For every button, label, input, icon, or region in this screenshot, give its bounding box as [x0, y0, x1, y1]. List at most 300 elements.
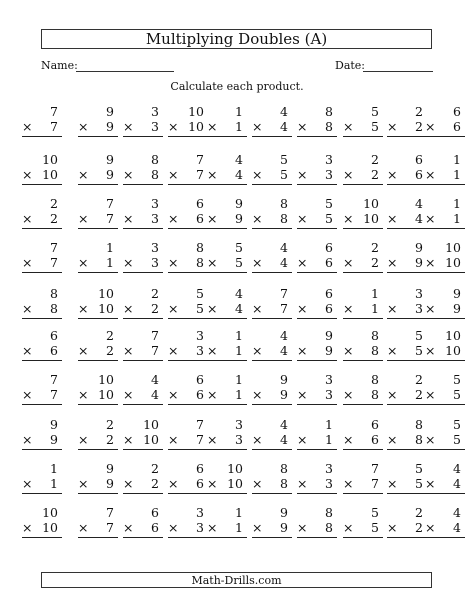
multiply-sign: × [78, 432, 89, 447]
multiply-sign: × [297, 432, 308, 447]
problem-multiplicand: 8 [325, 104, 333, 119]
answer-line [343, 184, 383, 185]
problem [343, 241, 383, 277]
problem-multiplicand: 2 [106, 328, 114, 343]
problem [297, 105, 337, 141]
problem-multiplier: 8 [280, 211, 288, 226]
problem-multiplier: 5 [371, 520, 379, 535]
answer-line [22, 537, 62, 538]
answer-line [123, 272, 163, 273]
answer-line [252, 272, 292, 273]
problem-multiplicand: 1 [106, 240, 114, 255]
problem-multiplier: 10 [42, 167, 58, 182]
answer-line [297, 136, 337, 137]
problem [123, 197, 163, 233]
multiply-sign: × [297, 167, 308, 182]
problem-multiplicand: 10 [227, 461, 243, 476]
problem-multiplicand: 3 [196, 328, 204, 343]
problem-multiplicand: 5 [415, 461, 423, 476]
problem-multiplier: 2 [151, 476, 159, 491]
answer-line [343, 404, 383, 405]
multiply-sign: × [22, 255, 33, 270]
multiply-sign: × [387, 476, 398, 491]
answer-line [123, 493, 163, 494]
problem-multiplicand: 8 [151, 152, 159, 167]
problem [123, 506, 163, 542]
problem-multiplicand: 7 [196, 152, 204, 167]
problem [387, 287, 427, 323]
multiply-sign: × [252, 343, 263, 358]
problem-multiplier: 8 [196, 255, 204, 270]
problem-multiplier: 8 [325, 119, 333, 134]
problem [297, 373, 337, 409]
problem-multiplicand: 4 [415, 196, 423, 211]
problem-multiplier: 4 [280, 432, 288, 447]
problem [425, 241, 465, 277]
problem [78, 506, 118, 542]
answer-line [387, 537, 427, 538]
problem-multiplicand: 6 [196, 196, 204, 211]
problem-multiplier: 7 [106, 211, 114, 226]
problem [123, 153, 163, 189]
problem [297, 153, 337, 189]
problem-multiplier: 4 [235, 301, 243, 316]
answer-line [22, 318, 62, 319]
answer-line [168, 404, 208, 405]
problem [343, 506, 383, 542]
problem-multiplier: 1 [371, 301, 379, 316]
problem-multiplicand: 6 [325, 286, 333, 301]
answer-line [297, 404, 337, 405]
answer-line [168, 318, 208, 319]
problem [425, 197, 465, 233]
problem [425, 462, 465, 498]
problem-multiplicand: 4 [235, 152, 243, 167]
problem [207, 506, 247, 542]
answer-line [297, 228, 337, 229]
answer-line [168, 537, 208, 538]
problem [387, 197, 427, 233]
problem-multiplier: 4 [415, 211, 423, 226]
problem [168, 418, 208, 454]
problem-multiplier: 5 [415, 476, 423, 491]
problem-multiplicand: 3 [325, 372, 333, 387]
problem-multiplicand: 6 [415, 152, 423, 167]
problem-multiplicand: 5 [371, 104, 379, 119]
problem-multiplicand: 8 [371, 328, 379, 343]
problem-multiplier: 1 [453, 211, 461, 226]
multiply-sign: × [123, 211, 134, 226]
problem [123, 105, 163, 141]
answer-line [252, 228, 292, 229]
problem [168, 373, 208, 409]
multiply-sign: × [343, 167, 354, 182]
problem-multiplier: 9 [280, 520, 288, 535]
problem-multiplier: 4 [280, 343, 288, 358]
answer-line [425, 493, 465, 494]
multiply-sign: × [22, 476, 33, 491]
problem-multiplicand: 7 [106, 505, 114, 520]
multiply-sign: × [123, 255, 134, 270]
multiply-sign: × [168, 255, 179, 270]
problem-multiplicand: 4 [453, 461, 461, 476]
problem [252, 197, 292, 233]
problem-multiplicand: 10 [188, 104, 204, 119]
answer-line [425, 184, 465, 185]
problem-multiplier: 3 [196, 520, 204, 535]
multiply-sign: × [123, 343, 134, 358]
problem-multiplier: 6 [415, 167, 423, 182]
problem-multiplicand: 1 [371, 286, 379, 301]
problem-multiplier: 10 [227, 476, 243, 491]
answer-line [425, 272, 465, 273]
answer-line [207, 537, 247, 538]
problem-multiplier: 10 [98, 301, 114, 316]
multiply-sign: × [297, 301, 308, 316]
problem [168, 287, 208, 323]
problem [387, 241, 427, 277]
multiply-sign: × [387, 167, 398, 182]
problem [297, 329, 337, 365]
multiply-sign: × [123, 301, 134, 316]
problem-multiplicand: 1 [453, 152, 461, 167]
problem-multiplicand: 1 [325, 417, 333, 432]
problem-multiplicand: 5 [235, 240, 243, 255]
answer-line [425, 318, 465, 319]
problem-multiplier: 2 [106, 343, 114, 358]
problem-multiplier: 2 [50, 211, 58, 226]
answer-line [207, 449, 247, 450]
answer-line [78, 136, 118, 137]
problem [123, 418, 163, 454]
problem [207, 105, 247, 141]
problem [387, 462, 427, 498]
answer-line [123, 136, 163, 137]
answer-line [297, 184, 337, 185]
multiply-sign: × [343, 476, 354, 491]
multiply-sign: × [425, 432, 436, 447]
problem-multiplier: 5 [453, 432, 461, 447]
problem-multiplicand: 10 [98, 286, 114, 301]
answer-line [343, 537, 383, 538]
problem-multiplier: 6 [196, 476, 204, 491]
answer-line [343, 449, 383, 450]
problem [425, 506, 465, 542]
problem-multiplier: 3 [151, 255, 159, 270]
answer-line [168, 136, 208, 137]
answer-line [387, 228, 427, 229]
problem-multiplier: 1 [235, 387, 243, 402]
multiply-sign: × [207, 476, 218, 491]
multiply-sign: × [343, 301, 354, 316]
multiply-sign: × [78, 211, 89, 226]
answer-line [123, 228, 163, 229]
problem-multiplier: 9 [106, 167, 114, 182]
answer-line [387, 404, 427, 405]
answer-line [22, 449, 62, 450]
problem [252, 329, 292, 365]
answer-line [252, 136, 292, 137]
problem [297, 197, 337, 233]
answer-line [207, 493, 247, 494]
problem-multiplicand: 5 [280, 152, 288, 167]
instructions: Calculate each product. [170, 80, 304, 93]
answer-line [207, 360, 247, 361]
answer-line [297, 272, 337, 273]
problem [343, 329, 383, 365]
problem-multiplier: 5 [280, 167, 288, 182]
answer-line [22, 493, 62, 494]
problem [123, 373, 163, 409]
problem-multiplicand: 2 [415, 505, 423, 520]
multiply-sign: × [297, 476, 308, 491]
problem-multiplier: 2 [151, 301, 159, 316]
problem-multiplier: 6 [453, 119, 461, 134]
multiply-sign: × [168, 432, 179, 447]
problem [168, 197, 208, 233]
problem-multiplier: 10 [143, 432, 159, 447]
problem-multiplier: 9 [106, 119, 114, 134]
problem-multiplier: 3 [415, 301, 423, 316]
problem-multiplier: 4 [453, 520, 461, 535]
answer-line [297, 537, 337, 538]
answer-line [207, 228, 247, 229]
multiply-sign: × [78, 520, 89, 535]
problem [78, 197, 118, 233]
problem [387, 373, 427, 409]
multiply-sign: × [207, 387, 218, 402]
problem-multiplier: 8 [415, 432, 423, 447]
problem-multiplicand: 7 [50, 372, 58, 387]
problem-multiplier: 9 [325, 343, 333, 358]
multiply-sign: × [297, 343, 308, 358]
problem-multiplier: 4 [235, 167, 243, 182]
answer-line [343, 493, 383, 494]
answer-line [387, 360, 427, 361]
problem-multiplicand: 8 [371, 372, 379, 387]
answer-line [78, 360, 118, 361]
problem [207, 373, 247, 409]
answer-line [168, 360, 208, 361]
problem-multiplicand: 2 [50, 196, 58, 211]
answer-line [425, 360, 465, 361]
problem-multiplicand: 4 [280, 240, 288, 255]
problem [78, 418, 118, 454]
problem-multiplier: 6 [196, 387, 204, 402]
problem-multiplicand: 3 [235, 417, 243, 432]
multiply-sign: × [78, 387, 89, 402]
multiply-sign: × [343, 520, 354, 535]
problem [252, 373, 292, 409]
problem-multiplier: 8 [151, 167, 159, 182]
multiply-sign: × [425, 167, 436, 182]
problem-multiplicand: 2 [415, 372, 423, 387]
answer-line [207, 184, 247, 185]
multiply-sign: × [297, 119, 308, 134]
problem-multiplicand: 9 [106, 461, 114, 476]
answer-line [252, 449, 292, 450]
problem [78, 241, 118, 277]
problem-multiplicand: 9 [106, 152, 114, 167]
multiply-sign: × [207, 167, 218, 182]
answer-line [123, 404, 163, 405]
answer-line [425, 228, 465, 229]
multiply-sign: × [343, 432, 354, 447]
problem-multiplier: 2 [371, 255, 379, 270]
multiply-sign: × [22, 343, 33, 358]
problem-multiplicand: 1 [50, 461, 58, 476]
problem [168, 329, 208, 365]
multiply-sign: × [123, 167, 134, 182]
problem-multiplier: 6 [371, 432, 379, 447]
problem-multiplicand: 7 [106, 196, 114, 211]
multiply-sign: × [387, 387, 398, 402]
answer-line [252, 360, 292, 361]
problem-multiplicand: 2 [151, 286, 159, 301]
problem-multiplier: 7 [196, 167, 204, 182]
problem-multiplicand: 10 [445, 240, 461, 255]
problem-multiplier: 7 [50, 387, 58, 402]
multiply-sign: × [168, 211, 179, 226]
problem-multiplier: 9 [50, 432, 58, 447]
answer-line [297, 449, 337, 450]
problem [252, 418, 292, 454]
answer-line [343, 136, 383, 137]
answer-line [297, 493, 337, 494]
problem-multiplicand: 6 [371, 417, 379, 432]
problem [387, 153, 427, 189]
problem-multiplicand: 4 [280, 328, 288, 343]
multiply-sign: × [22, 387, 33, 402]
problem [22, 506, 62, 542]
problem [297, 462, 337, 498]
problem-multiplier: 10 [188, 119, 204, 134]
problem-multiplier: 7 [280, 301, 288, 316]
problem-multiplicand: 5 [371, 505, 379, 520]
answer-line [343, 360, 383, 361]
problem-multiplier: 4 [453, 476, 461, 491]
problem-multiplier: 10 [445, 343, 461, 358]
problem-multiplier: 6 [325, 255, 333, 270]
multiply-sign: × [387, 343, 398, 358]
problem [123, 329, 163, 365]
answer-line [252, 537, 292, 538]
problem-multiplicand: 3 [151, 240, 159, 255]
problem-multiplicand: 2 [415, 104, 423, 119]
multiply-sign: × [207, 520, 218, 535]
problem [252, 506, 292, 542]
problem-multiplicand: 9 [50, 417, 58, 432]
problem-multiplier: 5 [325, 211, 333, 226]
problem-multiplier: 9 [106, 476, 114, 491]
answer-line [387, 449, 427, 450]
problem-multiplicand: 6 [453, 104, 461, 119]
problem-multiplicand: 9 [280, 372, 288, 387]
problem-multiplicand: 5 [196, 286, 204, 301]
multiply-sign: × [387, 119, 398, 134]
multiply-sign: × [297, 387, 308, 402]
problem-multiplicand: 9 [415, 240, 423, 255]
answer-line [22, 272, 62, 273]
problem-multiplicand: 9 [106, 104, 114, 119]
problem-multiplier: 6 [196, 211, 204, 226]
problem-multiplier: 5 [415, 343, 423, 358]
multiply-sign: × [168, 119, 179, 134]
problem-multiplicand: 4 [280, 417, 288, 432]
problem [425, 287, 465, 323]
problem-multiplier: 3 [196, 343, 204, 358]
problem-multiplicand: 3 [151, 104, 159, 119]
multiply-sign: × [343, 211, 354, 226]
answer-line [168, 272, 208, 273]
multiply-sign: × [252, 520, 263, 535]
problem-multiplier: 6 [50, 343, 58, 358]
multiply-sign: × [22, 520, 33, 535]
problem-multiplier: 2 [415, 520, 423, 535]
answer-line [168, 493, 208, 494]
problem-multiplier: 8 [280, 476, 288, 491]
problem-multiplicand: 6 [196, 372, 204, 387]
multiply-sign: × [22, 432, 33, 447]
problem-multiplicand: 1 [235, 505, 243, 520]
problem [22, 462, 62, 498]
problem-multiplicand: 9 [235, 196, 243, 211]
problem [168, 506, 208, 542]
answer-line [343, 272, 383, 273]
problem-multiplicand: 1 [453, 196, 461, 211]
answer-line [123, 449, 163, 450]
answer-line [22, 228, 62, 229]
problem-multiplier: 7 [151, 343, 159, 358]
problem-multiplier: 5 [453, 387, 461, 402]
multiply-sign: × [123, 387, 134, 402]
problem [123, 287, 163, 323]
answer-line [297, 318, 337, 319]
problem [343, 153, 383, 189]
answer-line [22, 136, 62, 137]
problem-multiplicand: 10 [363, 196, 379, 211]
problem-multiplier: 1 [50, 476, 58, 491]
multiply-sign: × [78, 476, 89, 491]
multiply-sign: × [22, 301, 33, 316]
problem [343, 197, 383, 233]
answer-line [425, 136, 465, 137]
problem [252, 287, 292, 323]
problem [252, 241, 292, 277]
name-label: Name: [41, 59, 78, 72]
problem [343, 462, 383, 498]
answer-line [78, 404, 118, 405]
multiply-sign: × [207, 211, 218, 226]
problem-multiplier: 4 [151, 387, 159, 402]
problem-multiplier: 7 [50, 119, 58, 134]
problem-multiplicand: 3 [415, 286, 423, 301]
multiply-sign: × [168, 167, 179, 182]
problem [78, 105, 118, 141]
problem [252, 462, 292, 498]
problem [252, 153, 292, 189]
problem [78, 329, 118, 365]
problem-multiplicand: 5 [325, 196, 333, 211]
answer-line [387, 318, 427, 319]
problem [22, 373, 62, 409]
problem-multiplier: 1 [235, 119, 243, 134]
multiply-sign: × [425, 301, 436, 316]
multiply-sign: × [123, 119, 134, 134]
answer-line [252, 318, 292, 319]
problem [78, 462, 118, 498]
multiply-sign: × [252, 301, 263, 316]
